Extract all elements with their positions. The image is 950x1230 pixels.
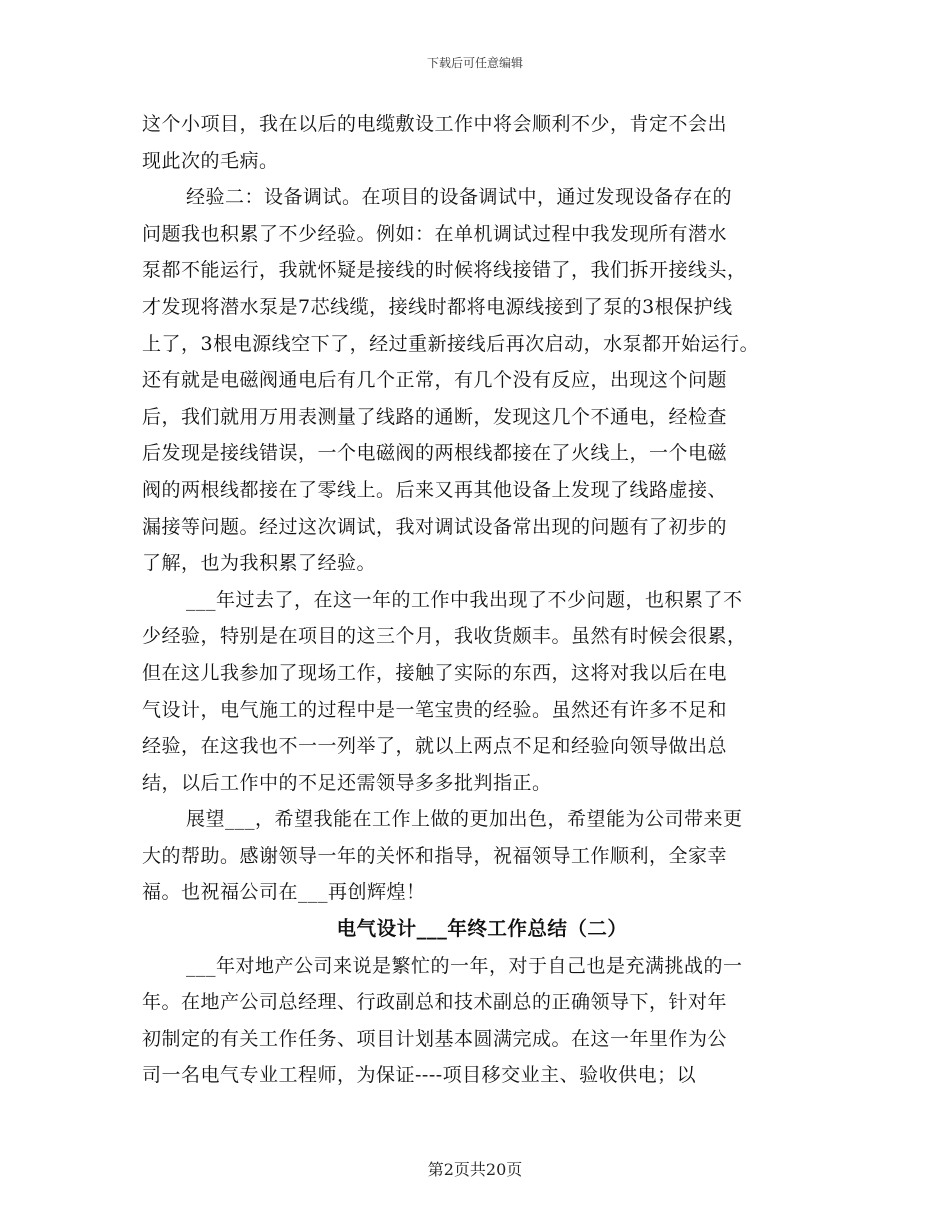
text-line: 结，以后工作中的不足还需领导多多批判指正。 [142,771,552,794]
page-number: 第2页共20页 [427,1160,523,1179]
text-line: 现此次的毛病。 [142,149,279,172]
paragraph-start: ___年过去了，在这一年的工作中我出现了不少问题，也积累了不 [186,588,743,611]
text-line: 司一名电气专业工程师，为保证----项目移交业主、验收供电；以 [142,1064,697,1087]
text-line: 年。在地产公司总经理、行政副总和技术副总的正确领导下，针对年 [142,991,728,1014]
text-line: 上了，3根电源线空下了，经过重新接线后再次启动，水泵都开始运行。 [142,332,760,355]
section-title: 电气设计___年终工作总结（二） [336,917,628,941]
paragraph-start: 展望___，希望我能在工作上做的更加出色，希望能为公司带来更 [186,808,743,831]
text-line: 泵都不能运行，我就怀疑是接线的时候将线接错了，我们拆开接线头， [142,259,747,282]
document-body [142,106,822,1094]
text-line: 这个小项目，我在以后的电缆敷设工作中将会顺利不少，肯定不会出 [142,113,728,135]
paragraph-start: ___年对地产公司来说是繁忙的一年，对于自己也是充满挑战的一 [186,954,743,977]
paragraph-start: 经验二：设备调试。在项目的设备调试中，通过发现设备存在的 [186,186,733,209]
text-line: 但在这儿我参加了现场工作，接触了实际的东西，这将对我以后在电 [142,661,728,684]
text-line: 才发现将潜水泵是7芯线缆，接线时都将电源线接到了泵的3根保护线 [142,295,733,318]
text-line: 大的帮助。感谢领导一年的关怀和指导，祝福领导工作顺利，全家幸 [142,844,728,867]
text-line: 了解，也为我积累了经验。 [142,552,377,575]
text-line: 初制定的有关工作任务、项目计划基本圆满完成。在这一年里作为公 [142,1027,728,1050]
page-header: 下载后可任意编辑 [426,56,523,70]
text-line: 经验，在这我也不一一列举了，就以上两点不足和经验向领导做出总 [142,735,728,758]
text-line: 阀的两根线都接在了零线上。后来又再其他设备上发现了线路虚接、 [142,478,728,501]
text-line: 少经验，特别是在项目的这三个月，我收货颇丰。虽然有时候会很累， [142,625,747,648]
text-line: 福。也祝福公司在___再创辉煌！ [142,881,426,904]
text-line: 后发现是接线错误，一个电磁阀的两根线都接在了火线上，一个电磁 [142,442,728,465]
text-line: 后，我们就用万用表测量了线路的通断，发现这几个不通电，经检查 [142,405,728,428]
text-line: 气设计，电气施工的过程中是一笔宝贵的经验。虽然还有许多不足和 [142,698,728,721]
text-line: 漏接等问题。经过这次调试，我对调试设备常出现的问题有了初步的 [142,515,728,538]
text-line: 还有就是电磁阀通电后有几个正常，有几个没有反应，出现这个问题 [142,369,728,392]
text-line: 问题我也积累了不少经验。例如：在单机调试过程中我发现所有潜水 [142,222,728,245]
